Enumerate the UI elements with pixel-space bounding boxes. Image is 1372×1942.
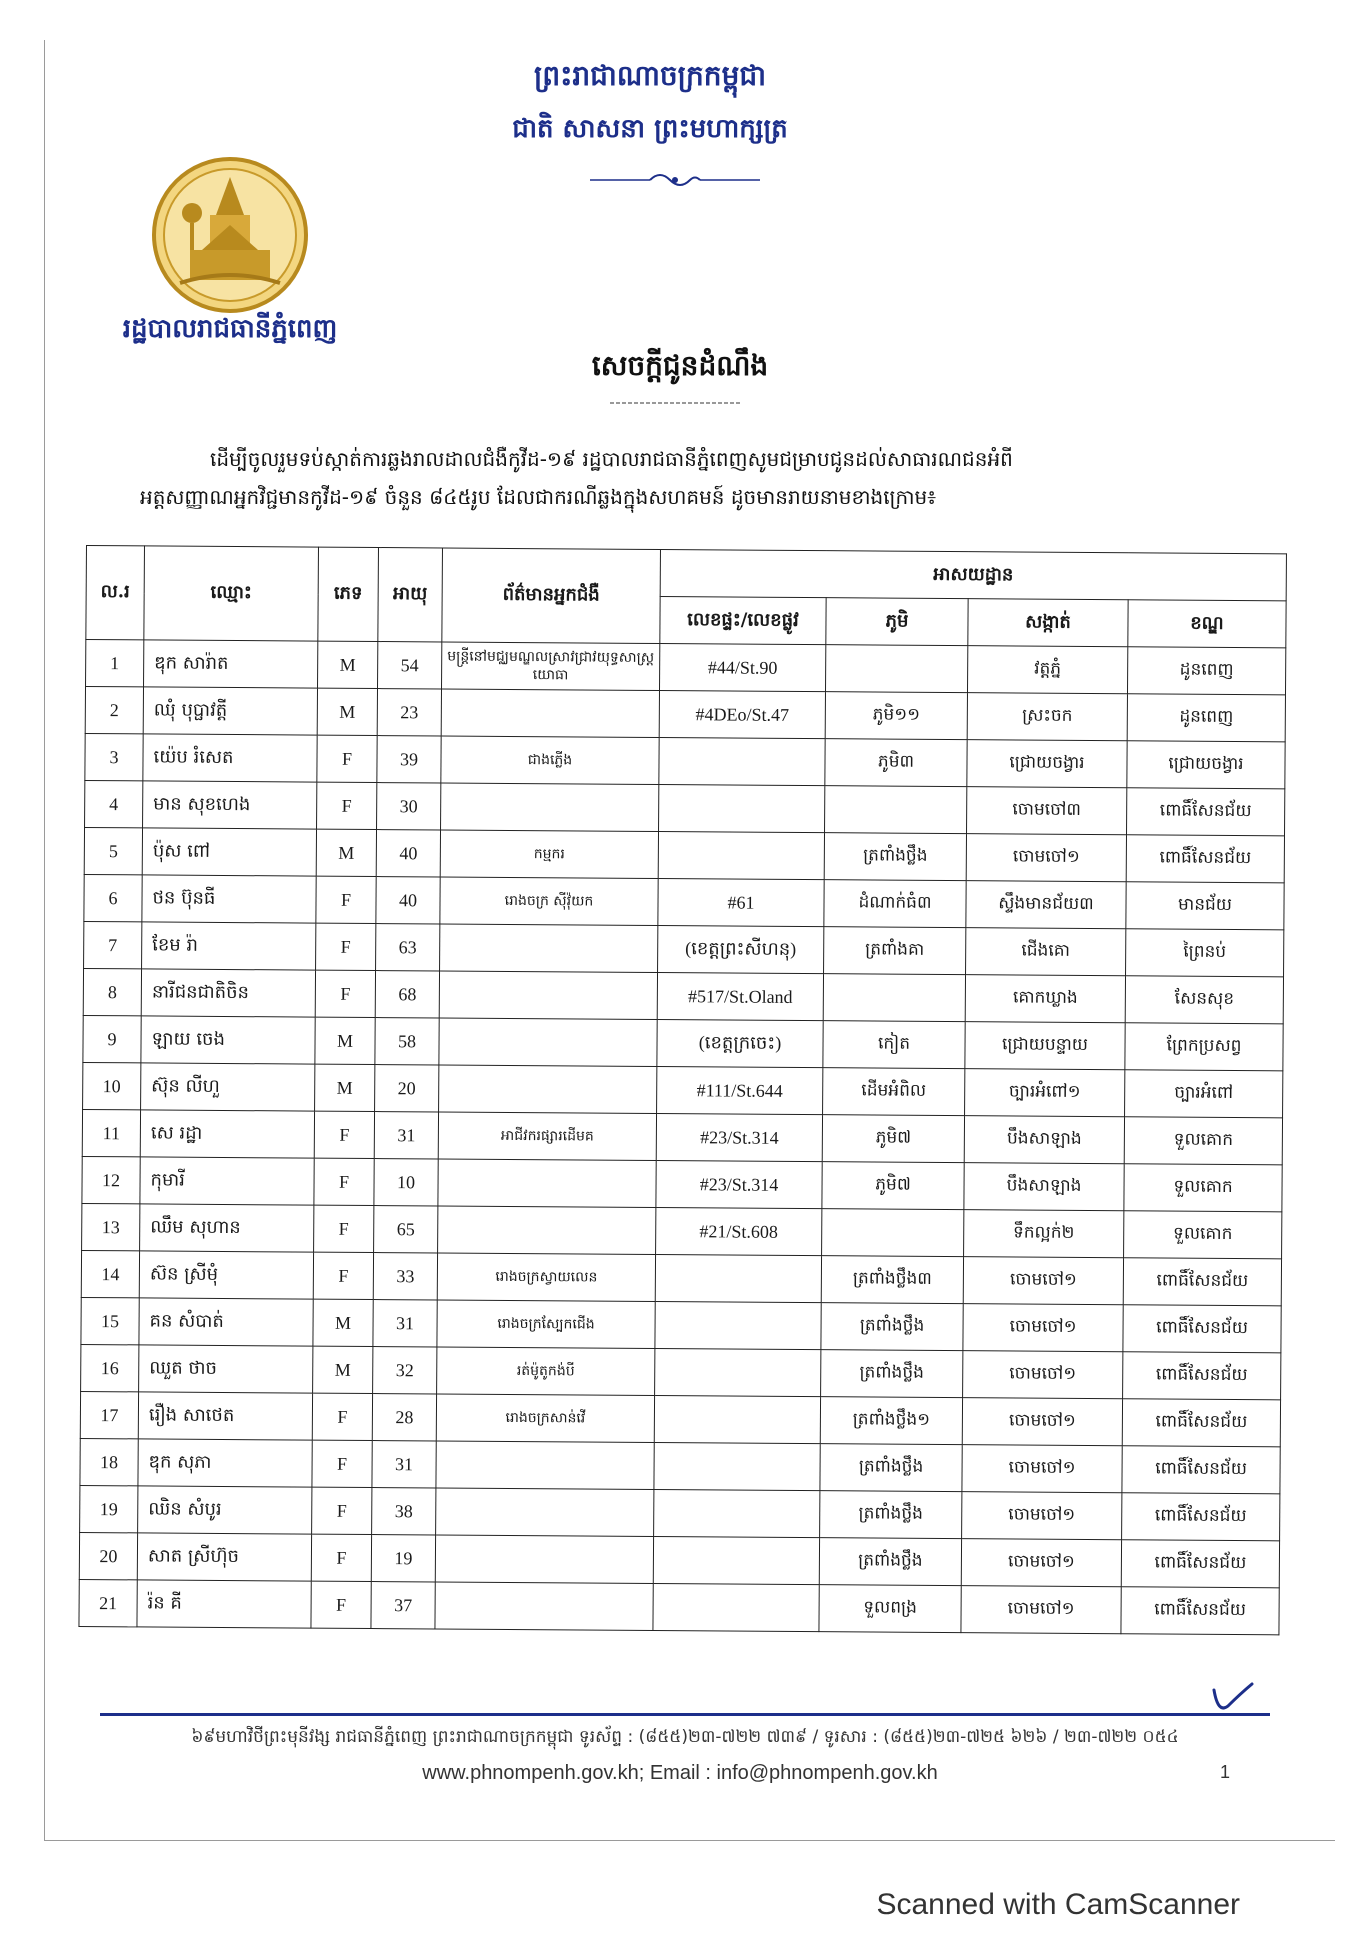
cell-house	[654, 1442, 820, 1490]
cell-name: ស៊ន ស្រីមុំ	[139, 1251, 313, 1299]
intro-paragraph	[140, 440, 1250, 516]
cell-house	[655, 1348, 821, 1396]
cell-commune: ជ្រោយចង្វារ	[967, 740, 1127, 788]
table-row	[80, 1391, 1280, 1446]
cell-age: 31	[372, 1441, 436, 1488]
cell-sex: F	[311, 1581, 371, 1628]
cell-house	[654, 1395, 820, 1443]
intro-line-2: អត្តសញ្ញាណអ្នកវិជ្ជមានកូវីដ-១៩ ចំនួន ៨៤៥រូប ដែលជាករណីឆ្លងក្នុងសហគមន៍ ដូចមានរាយនាមខាងក្រោម៖	[140, 485, 937, 509]
cell-info	[439, 1065, 657, 1114]
cell-commune: ច្បារអំពៅ១	[965, 1069, 1125, 1117]
cell-no: 7	[84, 921, 142, 968]
cell-house	[654, 1489, 820, 1537]
cell-district: ពោធិ៍សែនជ័យ	[1121, 1587, 1279, 1635]
header-name: ឈ្មោះ	[144, 546, 319, 641]
cell-house	[659, 785, 825, 833]
table-row	[85, 780, 1285, 835]
cell-name: ថន ប៊ុនធី	[142, 875, 316, 923]
cell-info: រោងចក្រស្បែកជើង	[437, 1300, 655, 1349]
cell-district: ពោធិ៍សែនជ័យ	[1122, 1493, 1280, 1541]
cell-age: 39	[377, 736, 441, 783]
cell-no: 21	[79, 1579, 137, 1626]
cell-age: 10	[374, 1159, 438, 1206]
header-village: ភូមិ	[826, 598, 968, 646]
table-body	[79, 640, 1286, 1635]
cell-age: 32	[373, 1347, 437, 1394]
cell-name: គន សំបាត់	[139, 1298, 313, 1346]
cell-commune: គោកឃ្លាង	[965, 975, 1125, 1023]
cell-house: #21/St.608	[656, 1207, 822, 1255]
cell-house	[658, 832, 824, 880]
cell-village	[825, 645, 967, 693]
cell-no: 3	[85, 733, 143, 780]
cell-sex: F	[312, 1440, 372, 1487]
table-row	[79, 1579, 1279, 1634]
cell-district: ពោធិ៍សែនជ័យ	[1122, 1399, 1280, 1447]
table-row	[81, 1250, 1281, 1305]
cell-sex: F	[314, 1158, 374, 1205]
cell-sex: M	[313, 1346, 373, 1393]
cell-sex: M	[316, 829, 376, 876]
cell-district: មានជ័យ	[1126, 882, 1284, 930]
cell-age: 54	[378, 642, 442, 689]
cell-info: រត់ម៉ូតូកង់បី	[437, 1347, 655, 1396]
cell-name: ឡាយ ចេង	[141, 1016, 315, 1064]
cell-no: 18	[80, 1438, 138, 1485]
cell-info	[438, 1206, 656, 1255]
cell-name: មាន សុខហេង	[143, 781, 317, 829]
cell-no: 14	[81, 1250, 139, 1297]
cell-village: ភូមិ១១	[825, 692, 967, 740]
cell-age: 58	[375, 1018, 439, 1065]
cell-name: នារីជនជាតិចិន	[141, 969, 315, 1017]
scanner-watermark: Scanned with CamScanner	[876, 1888, 1240, 1921]
cell-sex: F	[316, 923, 376, 970]
cell-info	[435, 1582, 653, 1631]
cell-info	[441, 783, 659, 832]
cell-info	[439, 1018, 657, 1067]
cell-sex: F	[315, 970, 375, 1017]
cell-house: #23/St.314	[656, 1160, 822, 1208]
header-info: ព័ត៌មានអ្នកជំងឺ	[442, 548, 661, 644]
cell-info	[435, 1535, 653, 1584]
cell-village: ភូមិ៧	[822, 1115, 964, 1163]
cell-sex: F	[316, 876, 376, 923]
motto-header: ជាតិ សាសនា ព្រះមហាក្សត្រ	[512, 114, 788, 144]
cell-commune: បឹងសាឡាង	[964, 1116, 1124, 1164]
cell-house: #23/St.314	[656, 1113, 822, 1161]
cell-sex: F	[311, 1534, 371, 1581]
page-number: 1	[1219, 1762, 1230, 1782]
cell-village: ត្រពាំងថ្លឹង	[821, 1350, 963, 1398]
ornament-divider-icon	[590, 170, 760, 190]
table-row	[82, 1156, 1282, 1211]
cell-sex: F	[317, 735, 377, 782]
document-title: សេចក្តីជូនដំណឹង	[591, 349, 769, 382]
cell-age: 30	[377, 783, 441, 830]
table-row	[81, 1297, 1281, 1352]
cell-village: ត្រពាំងថ្លឹង	[821, 1303, 963, 1351]
cell-sex: F	[314, 1205, 374, 1252]
cell-house: (ខេត្តព្រះសីហនុ)	[658, 926, 824, 974]
cell-village: ដើមអំពិល	[823, 1068, 965, 1116]
cell-district: ពោធិ៍សែនជ័យ	[1122, 1446, 1280, 1494]
cell-district: ទួលគោក	[1124, 1164, 1282, 1212]
cell-commune: វត្តភ្នំ	[967, 646, 1127, 694]
cell-age: 37	[371, 1582, 435, 1629]
cell-info: រោងចក្រ ស៊ីវ៉ុយក	[440, 877, 658, 926]
cell-commune: ចោមចៅ៣	[967, 787, 1127, 835]
table-row	[86, 640, 1286, 695]
cell-village: ត្រពាំងថ្លឹង	[819, 1538, 961, 1586]
cell-house	[653, 1583, 819, 1631]
cell-name: ខែម រ៉ា	[142, 922, 316, 970]
cell-age: 19	[371, 1535, 435, 1582]
cell-name: សេ រដ្ឋា	[140, 1110, 314, 1158]
cell-name: ឌុក សុភា	[138, 1439, 312, 1487]
header-age: អាយុ	[378, 548, 443, 642]
cell-village: ត្រពាំងគា	[824, 927, 966, 975]
cell-district: ព្រែកប្រសព្វ	[1125, 1023, 1283, 1071]
table-row	[84, 827, 1284, 882]
cell-name: ឈិន សំបូរ	[138, 1486, 312, 1534]
cell-name: យ៉េប រំសេត	[143, 734, 317, 782]
cell-village	[825, 786, 967, 834]
cell-no: 19	[80, 1485, 138, 1532]
cell-info	[436, 1488, 654, 1537]
cell-no: 8	[83, 968, 141, 1015]
cell-district: ទួលគោក	[1124, 1211, 1282, 1259]
cell-district: ដូនពេញ	[1127, 647, 1285, 695]
table-row	[85, 733, 1285, 788]
initials-signature-icon	[1208, 1680, 1258, 1716]
cell-no: 20	[79, 1532, 137, 1579]
cell-no: 4	[85, 780, 143, 827]
cell-age: 20	[375, 1065, 439, 1112]
cell-sex: F	[312, 1393, 372, 1440]
cell-district: ពោធិ៍សែនជ័យ	[1123, 1352, 1281, 1400]
cell-info: អាជីវករផ្សារដើមគ	[438, 1112, 656, 1161]
cell-commune: ជ្រោយបន្ទាយ	[965, 1022, 1125, 1070]
cell-name: សាត ស្រីហ៊ុច	[137, 1533, 311, 1581]
cell-sex: F	[314, 1111, 374, 1158]
cell-village: ត្រពាំងថ្លឹង	[820, 1444, 962, 1492]
cell-no: 9	[83, 1015, 141, 1062]
cell-district: ពោធិ៍សែនជ័យ	[1121, 1540, 1279, 1588]
table-row	[84, 921, 1284, 976]
cell-info: រោងចក្រសាន់វើ	[436, 1394, 654, 1443]
cell-house	[655, 1301, 821, 1349]
table-row	[82, 1109, 1282, 1164]
header-no: ល.រ	[86, 546, 145, 640]
cell-info	[439, 971, 657, 1020]
header-district: ខណ្ឌ	[1128, 600, 1286, 648]
cell-name: រ៉ន គី	[137, 1580, 311, 1628]
table-row	[84, 874, 1284, 929]
cell-age: 63	[376, 924, 440, 971]
cell-house: #44/St.90	[659, 644, 825, 692]
cell-sex: M	[315, 1017, 375, 1064]
cell-commune: ចោមចៅ១	[962, 1492, 1122, 1540]
cell-village: ភូមិ៧	[822, 1162, 964, 1210]
table-row	[83, 1015, 1283, 1070]
organization-name: រដ្ឋបាលរាជធានីភ្នំពេញ	[122, 314, 338, 344]
cell-commune: ចោមចៅ១	[962, 1445, 1122, 1493]
cell-district: ពោធិ៍សែនជ័យ	[1126, 835, 1284, 883]
cell-info: ជាងភ្លើង	[441, 736, 659, 785]
cell-commune: ចោមចៅ១	[962, 1398, 1122, 1446]
cell-sex: M	[313, 1299, 373, 1346]
cell-sex: F	[313, 1252, 373, 1299]
cell-commune: ចោមចៅ១	[963, 1257, 1123, 1305]
cell-name: ឌុក សារ៉ាត	[144, 640, 318, 688]
cell-no: 2	[85, 687, 143, 734]
phnom-penh-seal-icon	[150, 155, 310, 315]
cell-name: រឿង សាថេត	[138, 1392, 312, 1440]
cell-info: កម្មករ	[440, 830, 658, 879]
cell-house: #61	[658, 879, 824, 927]
cell-commune: ស្ទឹងមានជ័យ៣	[966, 881, 1126, 929]
cell-district: ទួលគោក	[1124, 1117, 1282, 1165]
cell-house: #517/St.Oland	[657, 973, 823, 1021]
cell-info	[438, 1159, 656, 1208]
cell-district: ពោធិ៍សែនជ័យ	[1123, 1258, 1281, 1306]
cell-no: 1	[86, 640, 144, 687]
cell-age: 31	[373, 1300, 437, 1347]
table-row	[85, 687, 1285, 742]
cell-no: 10	[83, 1062, 141, 1109]
cell-info	[441, 689, 659, 738]
cell-no: 5	[84, 827, 142, 874]
cell-info	[436, 1441, 654, 1490]
cell-house: #111/St.644	[657, 1066, 823, 1114]
cell-district: សែនសុខ	[1125, 976, 1283, 1024]
cell-district: ដូនពេញ	[1127, 694, 1285, 742]
cell-village: ភូមិ៣	[825, 739, 967, 787]
cell-commune: ចោមចៅ១	[963, 1304, 1123, 1352]
patient-table	[78, 545, 1287, 1635]
cell-village: ត្រពាំងថ្លឹង៣	[821, 1256, 963, 1304]
cell-age: 31	[374, 1112, 438, 1159]
cell-age: 65	[374, 1206, 438, 1253]
cell-house: (ខេត្តក្រចេះ)	[657, 1019, 823, 1067]
table-row	[83, 968, 1283, 1023]
cell-commune: ស្រះចក	[967, 693, 1127, 741]
table-row	[80, 1485, 1280, 1540]
cell-no: 15	[81, 1297, 139, 1344]
footer-address: ៦៩មហាវិថីព្រះមុនីវង្ស រាជធានីភ្នំពេញ ព្រះរាជាណាចក្រកម្ពុជា ទូរស័ព្ទ : (៨៥៥)២៣-៧២២ ៧៣៩ / ទូរសារ : (៨៥៥)២៣-៧២៥ ៦២៦ / ២៣-៧២២ ០៥៤	[191, 1727, 1179, 1747]
cell-sex: M	[317, 688, 377, 735]
cell-no: 16	[81, 1344, 139, 1391]
cell-name: ឈឹម សុហាន	[140, 1204, 314, 1252]
cell-age: 38	[372, 1488, 436, 1535]
cell-sex: M	[318, 641, 378, 688]
header-address: អាសយដ្ឋាន	[660, 550, 1286, 601]
cell-commune: ចោមចៅ១	[961, 1586, 1121, 1634]
cell-sex: F	[312, 1487, 372, 1534]
footer-web-email: www.phnompenh.gov.kh; Email : info@phnompenh.gov.kh	[422, 1762, 938, 1784]
cell-commune: ចោមចៅ១	[963, 1351, 1123, 1399]
intro-line-1: ដើម្បីចូលរួមទប់ស្កាត់ការឆ្លងរាលដាលជំងឺកូវីដ-១៩ រដ្ឋបាលរាជធានីភ្នំពេញសូមជម្រាបជូនដល់សាធារណជនអំពី	[210, 447, 1013, 471]
header-sex: ភេទ	[318, 547, 379, 641]
cell-sex: M	[315, 1064, 375, 1111]
cell-no: 17	[80, 1391, 138, 1438]
cell-commune: បឹងសាឡាង	[964, 1163, 1124, 1211]
table-row	[80, 1438, 1280, 1493]
title-underline-icon	[610, 400, 740, 406]
cell-commune: ទឹកល្អក់២	[964, 1210, 1124, 1258]
cell-village: ត្រពាំងថ្លឹង	[820, 1491, 962, 1539]
table-row	[83, 1062, 1283, 1117]
cell-commune: ចោមចៅ១	[966, 834, 1126, 882]
cell-name: ឈុំ បុប្ផាវត្តី	[143, 687, 317, 735]
cell-house	[655, 1254, 821, 1302]
cell-age: 68	[375, 971, 439, 1018]
cell-house	[659, 738, 825, 786]
cell-name: ស៊ុន លីហួ	[141, 1063, 315, 1111]
cell-village	[822, 1209, 964, 1257]
cell-district: ជ្រោយចង្វារ	[1127, 741, 1285, 789]
header-commune: សង្កាត់	[968, 599, 1128, 647]
cell-age: 23	[377, 689, 441, 736]
table-row	[79, 1532, 1279, 1587]
cell-district: ច្បារអំពៅ	[1125, 1070, 1283, 1118]
cell-no: 11	[82, 1109, 140, 1156]
cell-village: ទួលពង្រ	[819, 1585, 961, 1633]
footer-divider	[100, 1713, 1270, 1716]
cell-name: ឈួត ថាច	[139, 1345, 313, 1393]
cell-name: កុមារី	[140, 1157, 314, 1205]
cell-age: 33	[373, 1253, 437, 1300]
table-row	[82, 1203, 1282, 1258]
cell-village: ត្រពាំងថ្លឹង១	[820, 1397, 962, 1445]
kingdom-header: ព្រះរាជាណាចក្រកម្ពុជា	[533, 59, 766, 92]
cell-district: ពោធិ៍សែនជ័យ	[1127, 788, 1285, 836]
header-house: លេខផ្ទះ/លេខផ្លូវ	[660, 597, 826, 645]
cell-name: ប៉ុស ពៅ	[142, 828, 316, 876]
cell-house: #4DEo/St.47	[659, 691, 825, 739]
cell-commune: ចោមចៅ១	[961, 1539, 1121, 1587]
cell-village	[823, 974, 965, 1022]
cell-village: ដំណាក់ធំ៣	[824, 880, 966, 928]
cell-commune: ជើងគោ	[966, 928, 1126, 976]
cell-no: 6	[84, 874, 142, 921]
cell-info	[440, 924, 658, 973]
cell-age: 40	[376, 877, 440, 924]
table-row	[81, 1344, 1281, 1399]
cell-no: 13	[82, 1203, 140, 1250]
cell-district: ពោធិ៍សែនជ័យ	[1123, 1305, 1281, 1353]
cell-info: រោងចក្រស្វាយលេន	[437, 1253, 655, 1302]
cell-district: ព្រៃនប់	[1126, 929, 1284, 977]
cell-age: 40	[376, 830, 440, 877]
cell-sex: F	[317, 782, 377, 829]
cell-village: ត្រពាំងថ្លឹង	[824, 833, 966, 881]
cell-age: 28	[372, 1394, 436, 1441]
cell-house	[653, 1536, 819, 1584]
cell-no: 12	[82, 1156, 140, 1203]
cell-village: កៀត	[823, 1021, 965, 1069]
cell-info: មន្ត្រីនៅមជ្ឈមណ្ឌលស្រាវជ្រាវយុទ្ធសាស្ត្រយោធា	[442, 642, 660, 691]
